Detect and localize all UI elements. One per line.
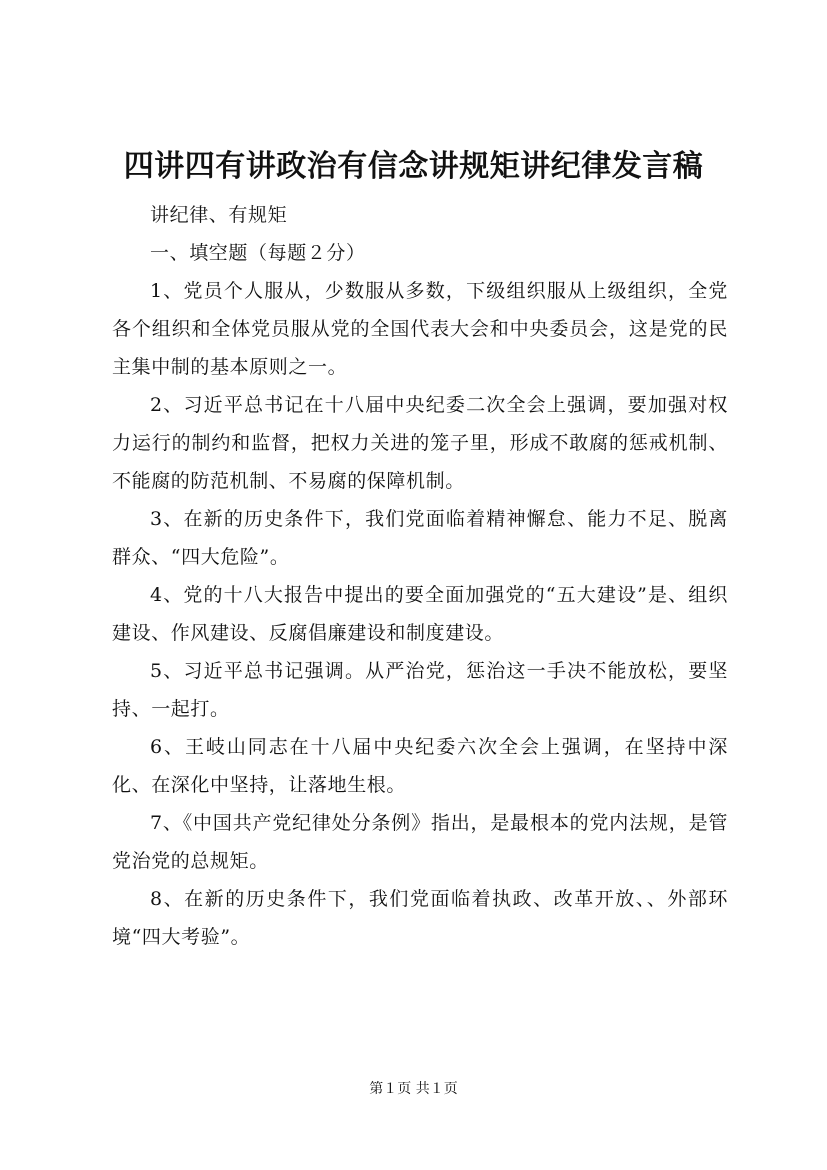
paragraph-question-6: 6、王岐山同志在十八届中央纪委六次全会上强调，在坚持中深化、在深化中坚持，让落地生根。 xyxy=(112,736,728,796)
document-title: 四讲四有讲政治有信念讲规矩讲纪律发言稿 xyxy=(123,149,704,184)
paragraph-question-type: 一、填空题（每题２分） xyxy=(150,242,366,264)
paragraph-question-1: 1、党员个人服从，少数服从多数，下级组织服从上级组织，全党各个组织和全体党员服从党的全国代表大会和中央委员会，这是党的民主集中制的基本原则之一。 xyxy=(112,280,728,378)
document-body xyxy=(112,196,728,956)
paragraph-question-5: 5、习近平总书记强调。从严治党，惩治这一手决不能放松，要坚持、一起打。 xyxy=(112,660,728,720)
paragraph-question-2: 2、习近平总书记在十八届中央纪委二次全会上强调，要加强对权力运行的制约和监督，把权力关进的笼子里，形成不敢腐的惩戒机制、不能腐的防范机制、不易腐的保障机制。 xyxy=(112,394,728,492)
paragraph-section-heading: 讲纪律、有规矩 xyxy=(150,204,288,226)
page-footer: 第１页 共１页 xyxy=(369,1081,458,1097)
paragraph-question-8: 8、在新的历史条件下，我们党面临着执政、改革开放、、外部环境“四大考验”。 xyxy=(112,888,728,948)
paragraph-question-7: 7、《中国共产党纪律处分条例》指出，是最根本的党内法规，是管党治党的总规矩。 xyxy=(112,812,728,872)
paragraph-question-3: 3、在新的历史条件下，我们党面临着精神懈怠、能力不足、脱离群众、“四大危险”。 xyxy=(112,508,728,568)
paragraph-question-4: 4、党的十八大报告中提出的要全面加强党的“五大建设”是、组织建设、作风建设、反腐倡廉建设和制度建设。 xyxy=(112,584,728,644)
